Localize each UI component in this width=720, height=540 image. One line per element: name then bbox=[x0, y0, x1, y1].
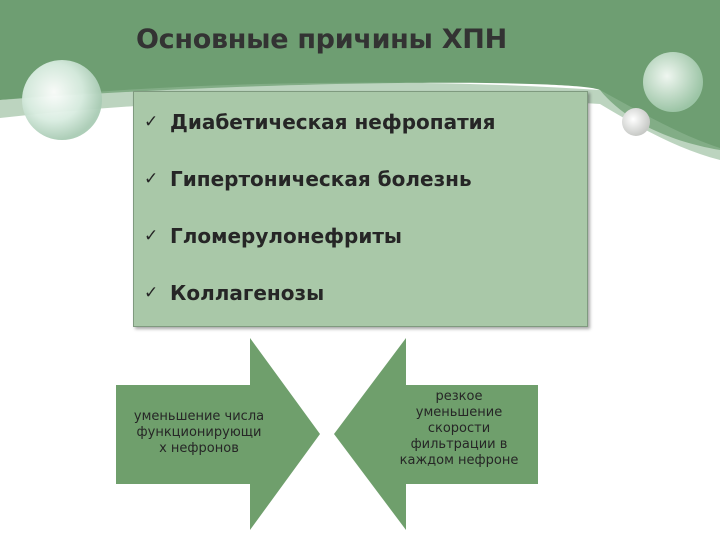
right-arrow-line: скорости bbox=[427, 421, 491, 436]
left-arrow-line: уменьшение числа bbox=[133, 409, 265, 424]
cause-label: Диабетическая нефропатия bbox=[170, 110, 496, 134]
left-arrow-line: х нефронов bbox=[159, 441, 239, 456]
left-arrow-line: функционирующи bbox=[136, 425, 262, 440]
cause-label: Коллагенозы bbox=[170, 281, 325, 305]
cause-label: Гипертоническая болезнь bbox=[170, 167, 472, 191]
slide-title: Основные причины ХПН bbox=[136, 24, 507, 55]
left-arrow-text bbox=[116, 409, 282, 457]
right-arrow-line: фильтрации в bbox=[410, 437, 508, 452]
right-arrow-line: резкое bbox=[435, 389, 483, 404]
checkmark-icon: ✓ bbox=[144, 169, 159, 189]
checkmark-icon: ✓ bbox=[144, 226, 159, 246]
checkmark-icon: ✓ bbox=[144, 112, 159, 132]
right-arrow-line: уменьшение bbox=[415, 405, 503, 420]
right-arrow-line: каждом нефроне bbox=[399, 453, 519, 468]
right-arrow-text bbox=[380, 389, 538, 469]
checkmark-icon: ✓ bbox=[144, 283, 159, 303]
cause-label: Гломерулонефриты bbox=[170, 224, 403, 248]
